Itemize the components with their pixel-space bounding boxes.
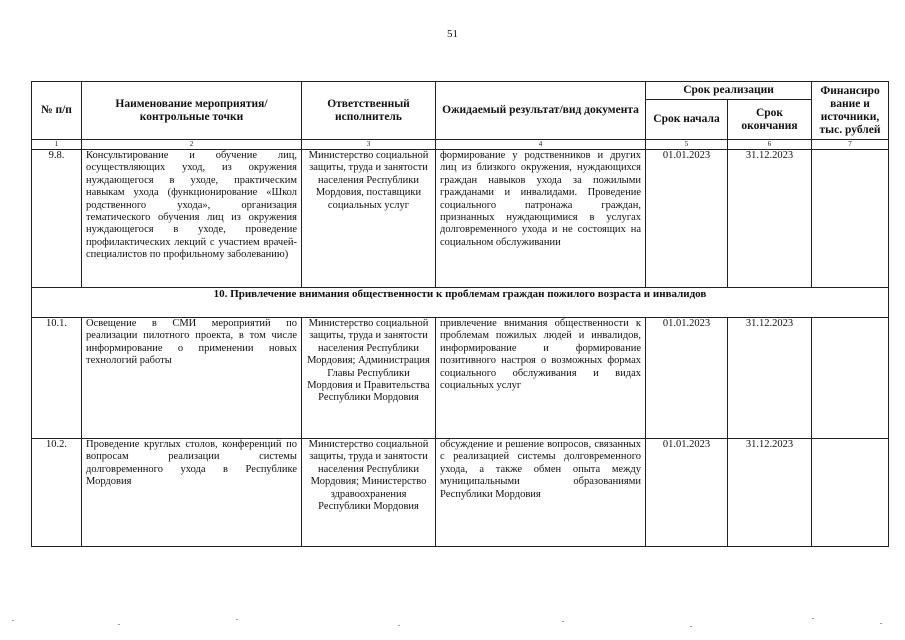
financing bbox=[812, 439, 889, 547]
activities-table bbox=[31, 81, 889, 547]
financing bbox=[812, 150, 889, 288]
table-row bbox=[32, 439, 889, 547]
scan-noise bbox=[0, 612, 905, 632]
column-number: 6 bbox=[728, 140, 812, 150]
header-name: Наименование мероприятия/ контрольные точки bbox=[82, 82, 302, 140]
scan-speck bbox=[236, 619, 238, 620]
header-row-1 bbox=[32, 82, 889, 100]
page-number: 51 bbox=[447, 28, 458, 40]
section-title: 10. Привлечение внимания общественности к проблемам граждан пожилого возраста и инвалидов bbox=[32, 288, 889, 318]
header-executor: Ответственный исполнитель bbox=[302, 82, 436, 140]
activity-name: Проведение круглых столов, конференций по вопросам реализации системы долговременного ухода в Республике Мордовия bbox=[82, 439, 302, 547]
end-date: 31.12.2023 bbox=[728, 150, 812, 288]
table-row bbox=[32, 150, 889, 288]
header-period: Срок реализации bbox=[646, 82, 812, 100]
responsible-executor: Министерство социальной защиты, труда и занятости населения Республики Мордовия; Администрация Главы Республики Мордовия и Правительства Республики Мордовия bbox=[302, 318, 436, 439]
scan-speck bbox=[690, 626, 692, 627]
responsible-executor: Министерство социальной защиты, труда и занятости населения Республики Мордовия, поставщики социальных услуг bbox=[302, 150, 436, 288]
table-row bbox=[32, 318, 889, 439]
row-number: 10.1. bbox=[32, 318, 82, 439]
start-date: 01.01.2023 bbox=[646, 439, 728, 547]
start-date: 01.01.2023 bbox=[646, 318, 728, 439]
header-end: Срок окончания bbox=[728, 100, 812, 140]
column-number: 5 bbox=[646, 140, 728, 150]
expected-result: привлечение внимания общественности к проблемам пожилых людей и инвалидов, информирование и формирование позитивного настроя о возможных формах социального обслуживания и видах социальных услуг bbox=[436, 318, 646, 439]
header-start: Срок начала bbox=[646, 100, 728, 140]
activity-name: Освещение в СМИ мероприятий по реализации пилотного проекта, в том числе информирование о применении новых технологий работы bbox=[82, 318, 302, 439]
end-date: 31.12.2023 bbox=[728, 318, 812, 439]
column-number: 3 bbox=[302, 140, 436, 150]
end-date: 31.12.2023 bbox=[728, 439, 812, 547]
header-num: № п/п bbox=[32, 82, 82, 140]
column-number: 4 bbox=[436, 140, 646, 150]
responsible-executor: Министерство социальной защиты, труда и занятости населения Республики Мордовия; Министерство здравоохранения Республики Мордовия bbox=[302, 439, 436, 547]
activity-name: Консультирование и обучение лиц, осуществляющих уход, из окружения нуждающегося в уходе, практическим навыкам ухода (функционирование «Школ родственного ухода», организация тематического обучения лиц из окружения нуждающегося в уходе, проведение профилактических лекций с участием врачей-специалистов по профильному заболеванию) bbox=[82, 150, 302, 288]
column-numbers-row bbox=[32, 140, 889, 150]
header-result: Ожидаемый результат/вид документа bbox=[436, 82, 646, 140]
column-number: 1 bbox=[32, 140, 82, 150]
expected-result: обсуждение и решение вопросов, связанных с реализацией системы долговременного ухода, а также обмен опыта между муниципальными образованиями Республики Мордовия bbox=[436, 439, 646, 547]
scan-speck bbox=[880, 623, 882, 624]
section-row bbox=[32, 288, 889, 318]
financing bbox=[812, 318, 889, 439]
scan-speck bbox=[562, 621, 564, 622]
scan-speck bbox=[12, 620, 14, 621]
row-number: 10.2. bbox=[32, 439, 82, 547]
header-finance: Финансиро вание и источники, тыс. рублей bbox=[812, 82, 889, 140]
expected-result: формирование у родственников и других лиц из близкого окружения, нуждающихся граждан навыков ухода за пожилыми гражданами и инвалидами. Проведение социального патронажа граждан, признанных нуждающимися в услугах долговременного ухода и не состоящих на социальном обслуживании bbox=[436, 150, 646, 288]
column-number: 7 bbox=[812, 140, 889, 150]
row-number: 9.8. bbox=[32, 150, 82, 288]
scan-speck bbox=[118, 624, 120, 625]
scan-speck bbox=[812, 618, 814, 619]
column-number: 2 bbox=[82, 140, 302, 150]
scan-speck bbox=[398, 625, 400, 626]
start-date: 01.01.2023 bbox=[646, 150, 728, 288]
